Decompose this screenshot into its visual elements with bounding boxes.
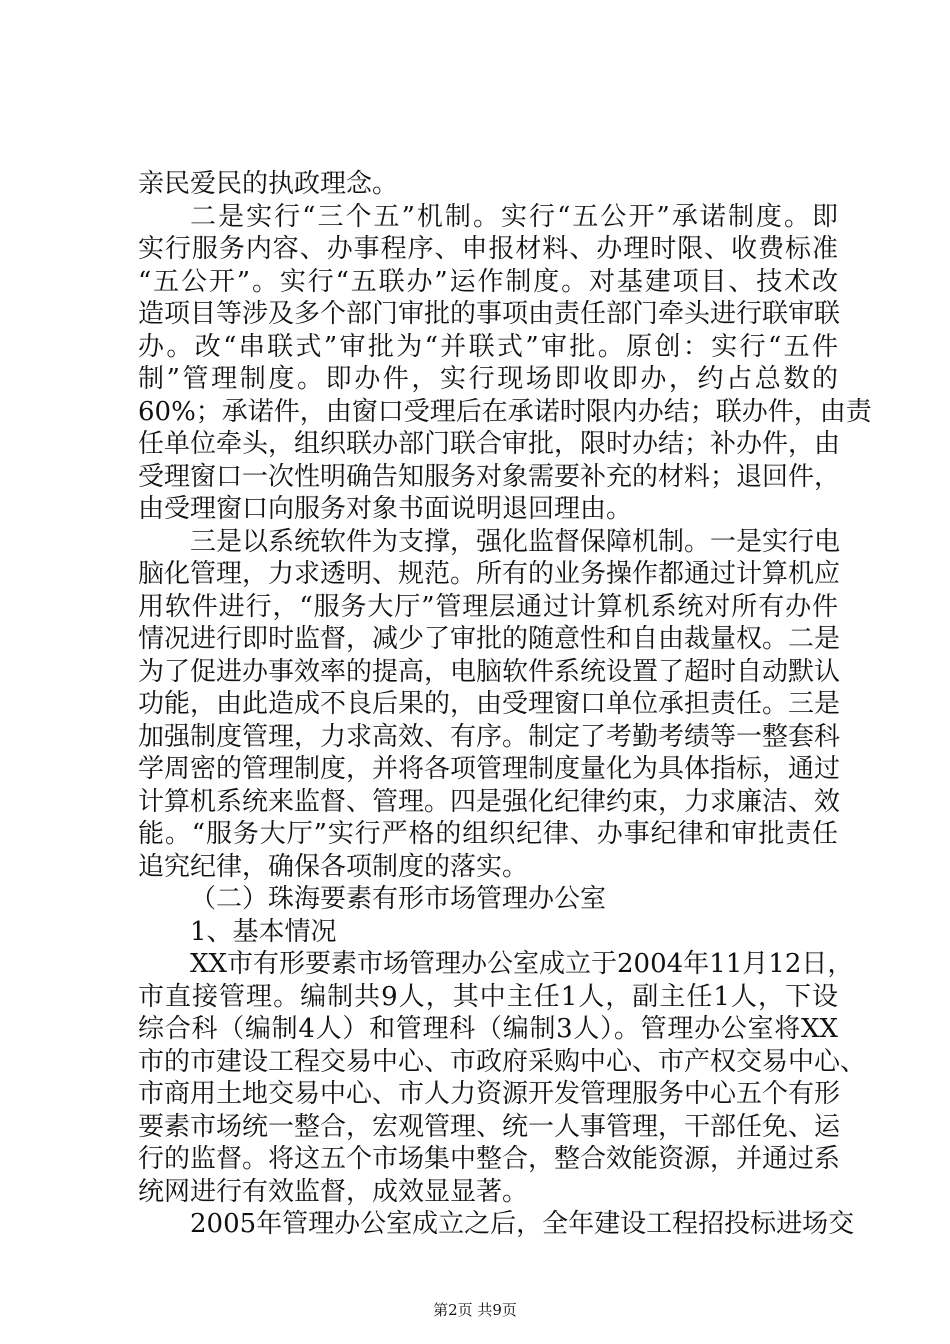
text-line: 制”管理制度。即办件，实行现场即收即办，约占总数的 xyxy=(138,364,838,394)
text-line: 情况进行即时监督，减少了审批的随意性和自由裁量权。二是 xyxy=(138,624,841,654)
text-line: 综合科（编制4人）和管理科（编制3人）。管理办公室将XX xyxy=(138,1014,838,1044)
text-line: 追究纪律，确保各项制度的落实。 xyxy=(138,851,529,882)
text-line: 任单位牵头，组织联办部门联合审批，限时办结；补办件，由 xyxy=(138,429,841,459)
text-line: “五公开”。实行“五联办”运作制度。对基建项目、技术改 xyxy=(138,266,838,297)
text-line: 市的市建设工程交易中心、市政府采购中心、市产权交易中心、 xyxy=(138,1046,867,1077)
text-line: 1、基本情况 xyxy=(190,916,337,947)
text-line: 为了促进办事效率的提高，电脑软件系统设置了超时自动默认 xyxy=(138,656,841,687)
text-line: 造项目等涉及多个部门审批的事项由责任部门牵头进行联审联 xyxy=(138,299,841,329)
text-line: 用软件进行，“服务大厅”管理层通过计算机系统对所有办件 xyxy=(138,591,838,622)
text-line: 实行服务内容、办事程序、申报材料、办理时限、收费标准 xyxy=(138,234,838,264)
text-line: 加强制度管理，力求高效、有序。制定了考勤考绩等一整套科 xyxy=(138,721,841,752)
text-line: 二是实行“三个五”机制。实行“五公开”承诺制度。即 xyxy=(190,201,838,232)
text-line: 脑化管理，力求透明、规范。所有的业务操作都通过计算机应 xyxy=(138,559,841,589)
text-line: （二）珠海要素有形市场管理办公室 xyxy=(190,884,607,914)
text-line: 能。“服务大厅”实行严格的组织纪律、办事纪律和审批责任 xyxy=(138,819,838,849)
text-line: 市商用土地交易中心、市人力资源开发管理服务中心五个有形 xyxy=(138,1079,841,1109)
text-line: 由受理窗口向服务对象书面说明退回理由。 xyxy=(138,494,633,524)
text-line: 亲民爱民的执政理念。 xyxy=(138,169,399,199)
text-line: 计算机系统来监督、管理。四是强化纪律约束，力求廉洁、效 xyxy=(138,786,841,817)
text-line: 功能，由此造成不良后果的，由受理窗口单位承担责任。三是 xyxy=(138,689,841,719)
document-body xyxy=(138,168,872,1241)
text-line: 三是以系统软件为支撑，强化监督保障机制。一是实行电 xyxy=(190,526,841,557)
text-line: 办。改“串联式”审批为“并联式”审批。原创：实行“五件 xyxy=(138,331,838,362)
text-line: 要素市场统一整合，宏观管理、统一人事管理，干部任免、运 xyxy=(138,1111,841,1142)
text-line: 行的监督。将这五个市场集中整合，整合效能资源，并通过系 xyxy=(138,1144,841,1174)
text-line: XX市有形要素市场管理办公室成立于2004年11月12日， xyxy=(190,949,854,979)
text-line: 60%；承诺件，由窗口受理后在承诺时限内办结；联办件，由责 xyxy=(138,396,872,427)
text-line: 学周密的管理制度，并将各项管理制度量化为具体指标，通过 xyxy=(138,754,841,784)
text-line: 市直接管理。编制共9人，其中主任1人，副主任1人，下设 xyxy=(138,981,838,1012)
text-line: 统网进行有效监督，成效显显著。 xyxy=(138,1176,529,1207)
page-footer: 第2页 共9页 xyxy=(433,1301,517,1319)
text-line: 2005年管理办公室成立之后，全年建设工程招投标进场交 xyxy=(190,1209,855,1239)
text-line: 受理窗口一次性明确告知服务对象需要补充的材料；退回件， xyxy=(138,461,841,492)
